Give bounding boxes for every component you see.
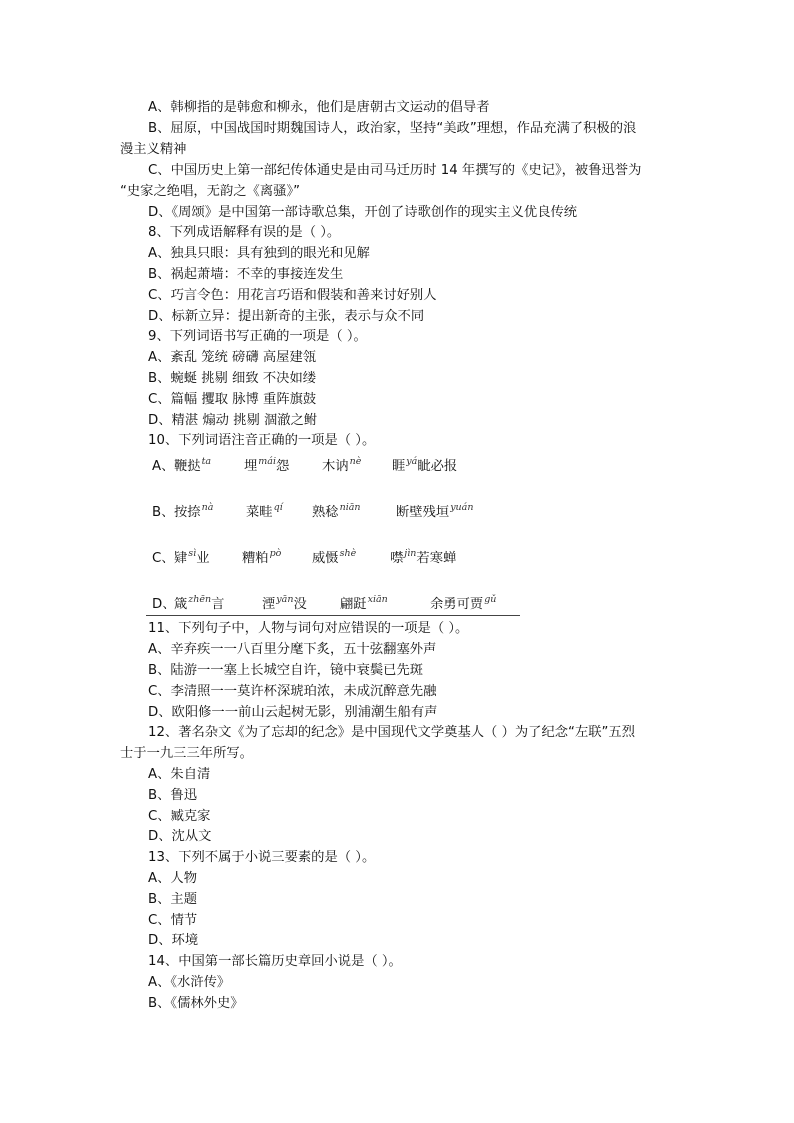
q7-option-d: D、《周颂》是中国第一部诗歌总集，开创了诗歌创作的现实主义优良传统	[148, 205, 578, 220]
q8-option-a: A、独具只眼：具有独到的眼光和见解	[148, 246, 370, 261]
word: 湮$^{yān}$没	[262, 594, 307, 612]
q7-option-b-continued: 漫主义精神	[120, 142, 187, 157]
q13-question: 13、下列不属于小说三要素的是（ ）。	[148, 850, 376, 865]
option-label: B、	[152, 505, 175, 520]
q9-option-c: C、篇幅 攫取 脉博 重阵旗鼓	[148, 392, 317, 407]
word: 断壁残垣$^{yuán}$	[396, 502, 474, 520]
word: 木讷$^{nè}$	[322, 456, 362, 474]
word: 余勇可贾$^{gǔ}$	[430, 594, 497, 612]
q8-option-c: C、巧言令色：用花言巧语和假装和善来讨好别人	[148, 288, 437, 303]
q12-option-b: B、鲁迅	[148, 788, 198, 803]
q12-option-a: A、朱自清	[148, 767, 211, 782]
word: 威慑$^{shè}$	[312, 548, 357, 566]
q14-option-b: B、《儒林外史》	[148, 996, 244, 1011]
word: 鞭挞$^{ta}$	[174, 456, 212, 474]
q11-option-c: C、李清照一一莫许杯深琥珀浓，未成沉醉意先融	[148, 684, 437, 699]
q13-option-a: A、人物	[148, 871, 197, 886]
q13-option-b: B、主题	[148, 892, 198, 907]
q13-option-c: C、情节	[148, 913, 198, 928]
q10-option-b	[152, 502, 474, 522]
q8-option-b: B、祸起萧墙：不幸的事接连发生	[148, 267, 344, 282]
word: 睚$^{yá}$眦必报	[392, 456, 458, 474]
q9-option-a: A、紊乱 笼统 磅礴 高屋建瓴	[148, 350, 317, 365]
word: 菜畦$^{qí}$	[246, 502, 283, 520]
word: 噤$^{jìn}$若寒蝉	[390, 548, 457, 566]
divider-line	[146, 615, 520, 616]
q12-question: 12、著名杂文《为了忘却的纪念》是中国现代文学奠基人（ ）为了纪念“左联”五烈	[148, 725, 636, 740]
word: 熟稔$^{niān}$	[312, 502, 361, 520]
q7-option-c: C、中国历史上第一部纪传体通史是由司马迁历时 14 年撰写的《史记》，被鲁迅誉为	[148, 163, 642, 178]
option-label: C、	[152, 551, 175, 566]
q11-question: 11、下列句子中，人物与词句对应错误的一项是（ ）。	[148, 621, 469, 636]
q9-question: 9、下列词语书写正确的一项是（ ）。	[148, 329, 367, 344]
option-label: A、	[152, 459, 175, 474]
q10-question: 10、下列词语注音正确的一项是（ ）。	[148, 433, 376, 448]
word: 肄$^{sì}$业	[174, 548, 210, 566]
q11-option-a: A、辛弃疾一一八百里分麾下炙，五十弦翻塞外声	[148, 642, 437, 657]
word: 翩跹$^{xiān}$	[340, 594, 388, 612]
q12-question-continued: 士于一九三三年所写。	[120, 746, 253, 761]
word: 埋$^{mái}$怨	[244, 456, 290, 474]
q12-option-c: C、臧克家	[148, 809, 211, 824]
word: 糟粕$^{pò}$	[242, 548, 282, 566]
q10-option-c	[152, 548, 457, 568]
q7-option-a: A、韩柳指的是韩愈和柳永，他们是唐朝古文运动的倡导者	[148, 100, 490, 115]
q14-question: 14、中国第一部长篇历史章回小说是（ ）。	[148, 954, 402, 969]
q13-option-d: D、环境	[148, 933, 199, 948]
q11-option-b: B、陆游一一塞上长城空自许，镜中衰鬓已先斑	[148, 663, 424, 678]
q8-option-d: D、标新立异：提出新奇的主张，表示与众不同	[148, 309, 425, 324]
word: 按捺$^{nà}$	[174, 502, 214, 520]
q11-option-d: D、欧阳修一一前山云起树无影，别浦潮生船有声	[148, 705, 438, 720]
q7-option-b: B、屈原，中国战国时期魏国诗人，政治家，坚持“美政”理想，作品充满了积极的浪	[148, 121, 637, 136]
q10-option-a	[152, 456, 458, 476]
q9-option-b: B、蜿蜒 挑剔 细致 不决如缕	[148, 371, 317, 386]
q7-option-c-continued: “史家之绝唱，无韵之《离骚》”	[120, 184, 300, 199]
q10-option-d	[152, 594, 497, 614]
q14-option-a: A、《水浒传》	[148, 975, 231, 990]
option-label: D、	[152, 597, 176, 612]
q12-option-d: D、沈从文	[148, 829, 212, 844]
word: 箴$^{zhēn}$言	[174, 594, 225, 612]
q8-question: 8、下列成语解释有误的是（ ）。	[148, 225, 341, 240]
q9-option-d: D、精湛 煽动 挑剔 涸澈之鲋	[148, 413, 318, 428]
